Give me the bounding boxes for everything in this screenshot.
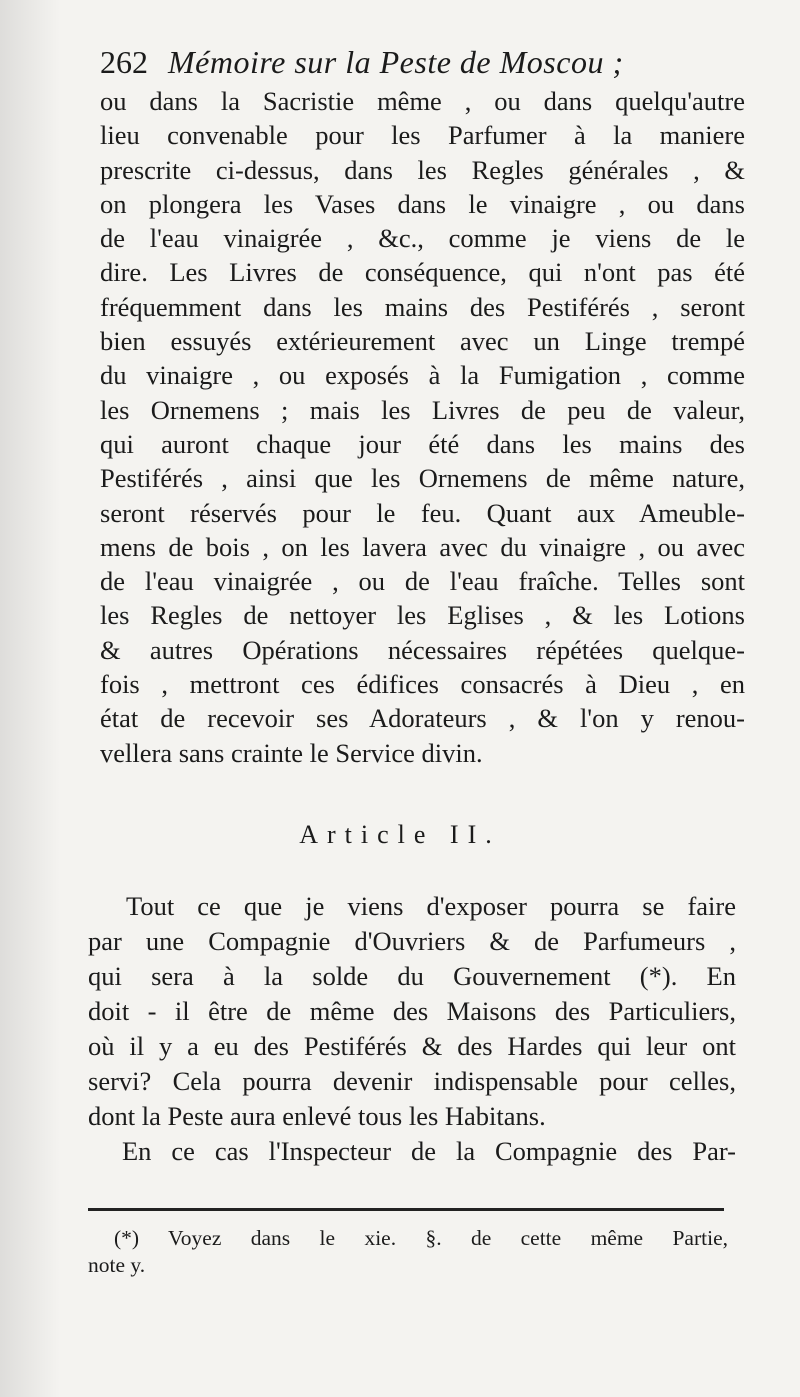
page-number: 262 [100, 44, 148, 80]
section-heading: Article II. [299, 820, 501, 849]
text-line: fois , mettront ces édifices consacrés à Dieu , en [100, 669, 745, 700]
page-header [100, 42, 660, 82]
footnote-rule [88, 1208, 724, 1211]
text-line: servi? Cela pourra devenir indispensable pour celles, [88, 1066, 736, 1096]
text-line: qui sera à la solde du Gouvernement (*). En [88, 961, 736, 991]
text-line: lieu convenable pour les Parfumer à la maniere [100, 120, 745, 151]
text-line: de l'eau vinaigrée , ou de l'eau fraîche. Telles sont [100, 566, 745, 597]
text-line: & autres Opérations nécessaires répétées quelque- [100, 634, 745, 665]
footnote-line: (*) Voyez dans le xie. §. de cette même Partie, [114, 1226, 728, 1250]
text-line: les Regles de nettoyer les Eglises , & les Lotions [100, 600, 745, 631]
text-line: par une Compagnie d'Ouvriers & de Parfumeurs , [88, 926, 736, 956]
text-line: où il y a eu des Pestiférés & des Hardes qui leur ont [88, 1031, 736, 1061]
text-line: les Ornemens ; mais les Livres de peu de valeur, [100, 394, 745, 425]
text-line: de l'eau vinaigrée , &c., comme je viens de le [100, 223, 745, 254]
text-line: ou dans la Sacristie même , ou dans quelqu'autre [100, 86, 745, 116]
text-line: prescrite ci-dessus, dans les Regles générales , & [100, 154, 745, 185]
text-line: dire. Les Livres de conséquence, qui n'ont pas été [100, 257, 745, 288]
text-line: mens de bois , on les lavera avec du vinaigre , ou avec [100, 531, 745, 562]
main-text-block [100, 84, 745, 770]
text-line: Pestiférés , ainsi que les Ornemens de même nature, [100, 463, 745, 494]
text-line: on plongera les Vases dans le vinaigre , ou dans [100, 188, 745, 219]
text-line: qui auront chaque jour été dans les mains des [100, 428, 745, 459]
text-line: seront réservés pour le feu. Quant aux Ameuble- [100, 497, 745, 528]
text-line: du vinaigre , ou exposés à la Fumigation , comme [100, 360, 745, 391]
text-line: état de recevoir ses Adorateurs , & l'on y renou- [100, 703, 745, 734]
text-line: fréquemment dans les mains des Pestiférés , seront [100, 291, 745, 322]
footnote [88, 1225, 728, 1279]
running-title: Mémoire sur la Peste de Moscou ; [168, 44, 624, 80]
text-line: dont la Peste aura enlevé tous les Habitans. [88, 1101, 546, 1131]
footnote-line: note y. [88, 1253, 146, 1277]
text-line: En ce cas l'Inspecteur de la Compagnie des Par- [122, 1136, 736, 1166]
second-text-block [88, 889, 736, 1169]
text-line: doit - il être de même des Maisons des Particuliers, [88, 996, 736, 1026]
text-line: bien essuyés extérieurement avec un Linge trempé [100, 326, 745, 357]
text-line: Tout ce que je viens d'exposer pourra se faire [126, 891, 736, 921]
text-line: vellera sans crainte le Service divin. [100, 737, 483, 768]
